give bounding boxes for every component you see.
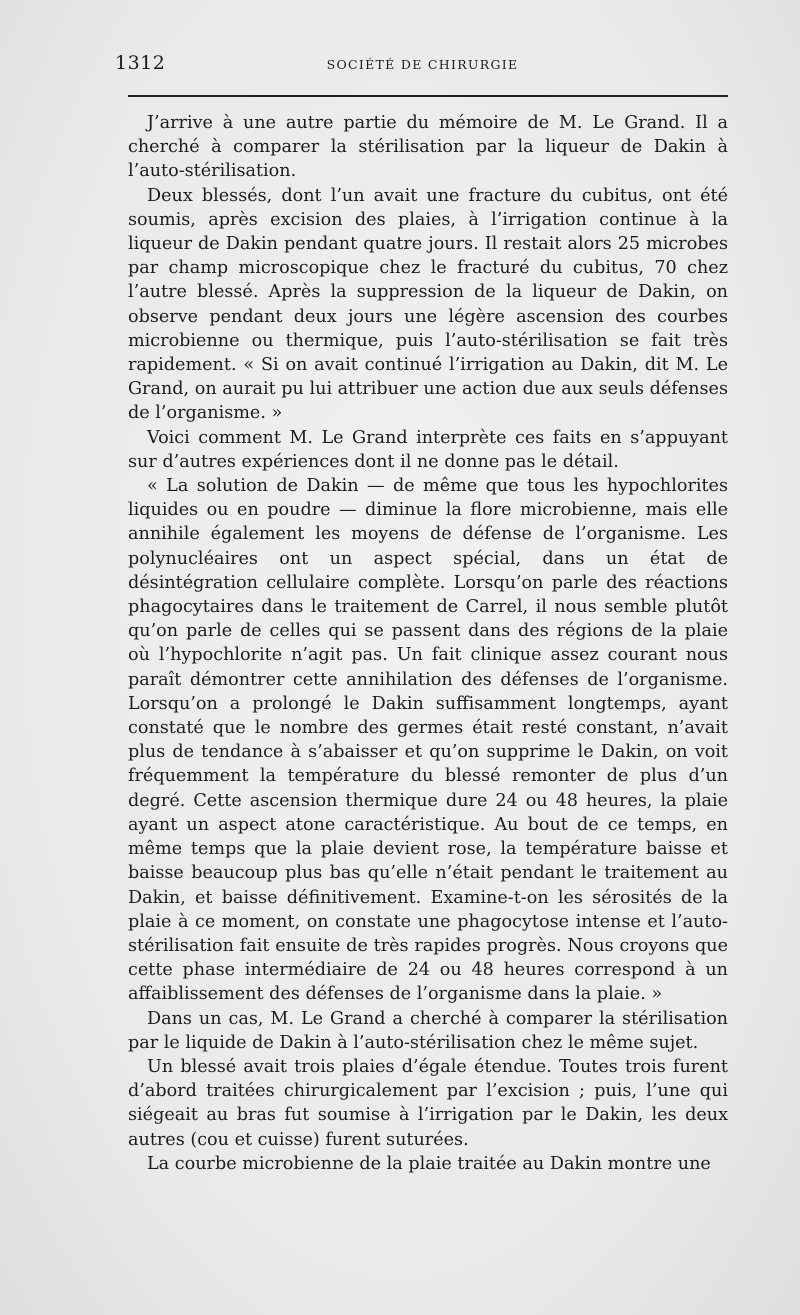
paragraph-last: La courbe microbienne de la plaie traitée au Dakin montre une <box>147 1153 711 1174</box>
paragraph: Voici comment M. Le Grand interprète ces faits en s’appuyant sur d’autres expériences dont il ne donne pas le détail. <box>128 427 728 472</box>
page-number: 1312 <box>115 52 166 74</box>
paragraph: J’arrive à une autre partie du mémoire de M. Le Grand. Il a cherché à comparer la stérilisation par la liqueur de Dakin à l’auto-stérilisation. <box>128 113 728 182</box>
running-title: SOCIÉTÉ DE CHIRURGIE <box>326 57 519 72</box>
paragraph: Deux blessés, dont l’un avait une fracture du cubitus, ont été soumis, après excision des plaies, à l’irrigation continue à la liqueur de Dakin pendant quatre jours. Il restait alors 25 microbes par champ microscopique chez le fracturé du cubitus, 70 chez l’autre blessé. Après la suppression de la liqueur de Dakin, on observe pendant deux jours une légère ascension des courbes microbienne ou thermique, puis l’auto-stérilisation se fait très rapidement. « Si on avait continué l’irrigation au Dakin, dit M. Le Grand, on aurait pu lui attribuer une action due aux seuls défenses de l’organisme. » <box>128 185 728 424</box>
header-rule <box>128 95 728 97</box>
paragraph-quote: « La solution de Dakin — de même que tous les hypochlorites liquides ou en poudre — diminue la flore microbienne, mais elle annihile également les moyens de défense de l’organisme. Les polynucléaires ont un aspect spécial, dans un état de désintégration cellulaire complète. Lorsqu’on parle des réactions phagocytaires dans le traitement de Carrel, il nous semble plutôt qu’on parle de celles qui se passent dans des régions de la plaie où l’hypochlorite n’agit pas. Un fait clinique assez courant nous paraît démontrer cette annihilation des défenses de l’organisme. Lorsqu’on a prolongé le Dakin suffisamment longtemps, ayant constaté que le nombre des germes était resté constant, n’avait plus de tendance à s’abaisser et qu’on supprime le Dakin, on voit fréquemment la température du blessé remonter de plus d’un degré. Cette ascension thermique dure 24 ou 48 heures, la plaie ayant un aspect atone caractéristique. Au bout de ce temps, en même temps que la plaie devient rose, la température baisse et baisse beaucoup plus bas qu’elle n’était pendant le traitement au Dakin, et baisse définitivement. Examine-t-on les sérosités de la plaie à ce moment, on constate une phagocytose intense et l’auto-stérilisation fait ensuite de très rapides progrès. Nous croyons que cette phase intermédiaire de 24 ou 48 heures correspond à un affaiblissement des défenses de l’organisme dans la plaie. » <box>128 476 728 1005</box>
body-text <box>128 111 728 1176</box>
page-header <box>115 52 730 78</box>
paragraph: Dans un cas, M. Le Grand a cherché à comparer la stérilisation par le liquide de Dakin à l’auto-stérilisation chez le même sujet. <box>128 1008 728 1053</box>
paragraph: Un blessé avait trois plaies d’égale étendue. Toutes trois furent d’abord traitées chirurgicalement par l’excision ; puis, l’une qui siégeait au bras fut soumise à l’irrigation par le Dakin, les deux autres (cou et cuisse) furent suturées. <box>128 1056 728 1150</box>
